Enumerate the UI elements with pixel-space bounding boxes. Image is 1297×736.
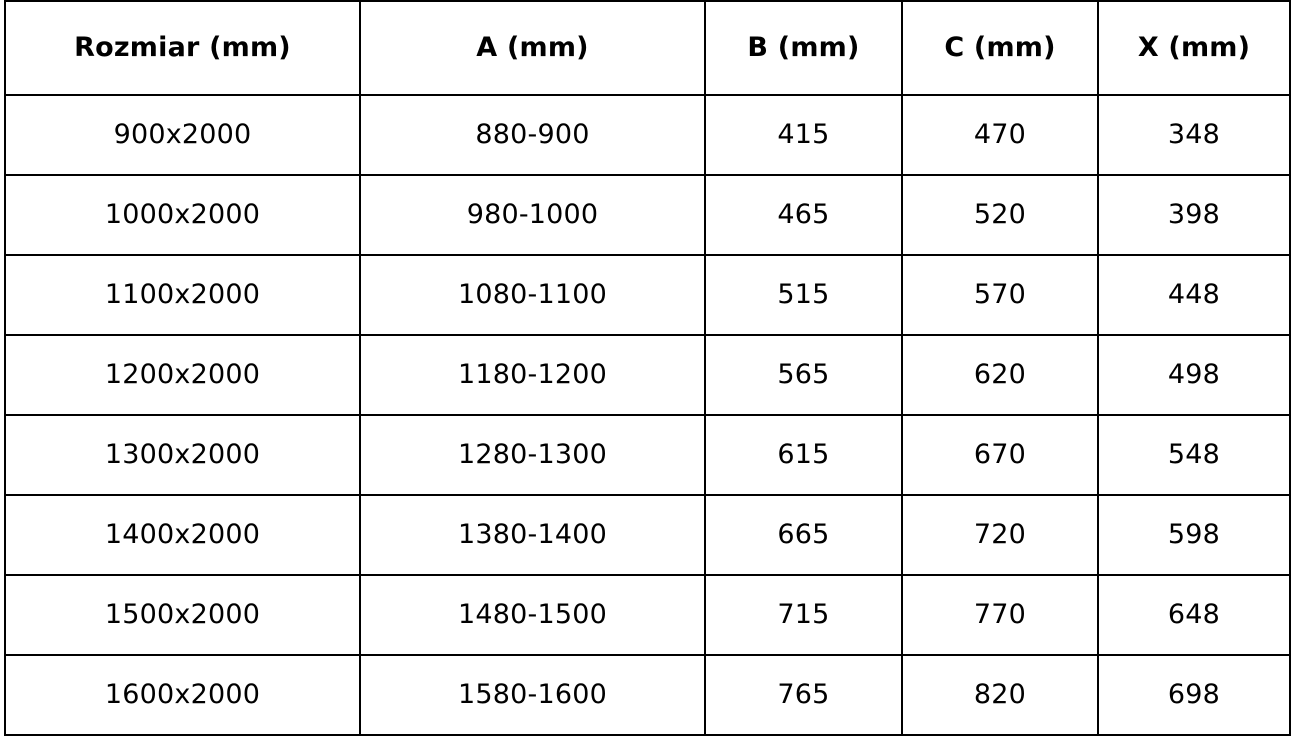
cell-c: 820	[902, 655, 1098, 735]
cell-b: 765	[705, 655, 902, 735]
cell-rozmiar: 1300x2000	[5, 415, 360, 495]
cell-c: 470	[902, 95, 1098, 175]
cell-rozmiar: 900x2000	[5, 95, 360, 175]
cell-a: 1480-1500	[360, 575, 705, 655]
table-row	[5, 335, 1290, 415]
column-header-rozmiar: Rozmiar (mm)	[5, 1, 360, 95]
cell-c: 570	[902, 255, 1098, 335]
column-header-b: B (mm)	[705, 1, 902, 95]
table-row	[5, 495, 1290, 575]
cell-rozmiar: 1400x2000	[5, 495, 360, 575]
table-header	[5, 1, 1290, 95]
cell-x: 548	[1098, 415, 1290, 495]
table-header-row	[5, 1, 1290, 95]
cell-x: 448	[1098, 255, 1290, 335]
cell-x: 648	[1098, 575, 1290, 655]
cell-rozmiar: 1500x2000	[5, 575, 360, 655]
cell-a: 980-1000	[360, 175, 705, 255]
table-row	[5, 95, 1290, 175]
table-row	[5, 655, 1290, 735]
cell-c: 720	[902, 495, 1098, 575]
cell-a: 1080-1100	[360, 255, 705, 335]
table-row	[5, 255, 1290, 335]
cell-x: 348	[1098, 95, 1290, 175]
cell-a: 1380-1400	[360, 495, 705, 575]
column-header-a: A (mm)	[360, 1, 705, 95]
table-row	[5, 575, 1290, 655]
cell-rozmiar: 1100x2000	[5, 255, 360, 335]
cell-rozmiar: 1200x2000	[5, 335, 360, 415]
column-header-c: C (mm)	[902, 1, 1098, 95]
cell-x: 498	[1098, 335, 1290, 415]
column-header-x: X (mm)	[1098, 1, 1290, 95]
cell-a: 880-900	[360, 95, 705, 175]
cell-c: 620	[902, 335, 1098, 415]
cell-a: 1280-1300	[360, 415, 705, 495]
cell-x: 598	[1098, 495, 1290, 575]
table-row	[5, 415, 1290, 495]
cell-b: 415	[705, 95, 902, 175]
table-row	[5, 175, 1290, 255]
cell-rozmiar: 1600x2000	[5, 655, 360, 735]
cell-b: 615	[705, 415, 902, 495]
dimensions-table	[4, 0, 1291, 736]
cell-x: 698	[1098, 655, 1290, 735]
cell-a: 1580-1600	[360, 655, 705, 735]
cell-rozmiar: 1000x2000	[5, 175, 360, 255]
cell-c: 520	[902, 175, 1098, 255]
cell-b: 515	[705, 255, 902, 335]
cell-b: 565	[705, 335, 902, 415]
cell-b: 665	[705, 495, 902, 575]
cell-c: 670	[902, 415, 1098, 495]
table-body	[5, 95, 1290, 735]
cell-b: 715	[705, 575, 902, 655]
cell-b: 465	[705, 175, 902, 255]
cell-c: 770	[902, 575, 1098, 655]
cell-a: 1180-1200	[360, 335, 705, 415]
cell-x: 398	[1098, 175, 1290, 255]
